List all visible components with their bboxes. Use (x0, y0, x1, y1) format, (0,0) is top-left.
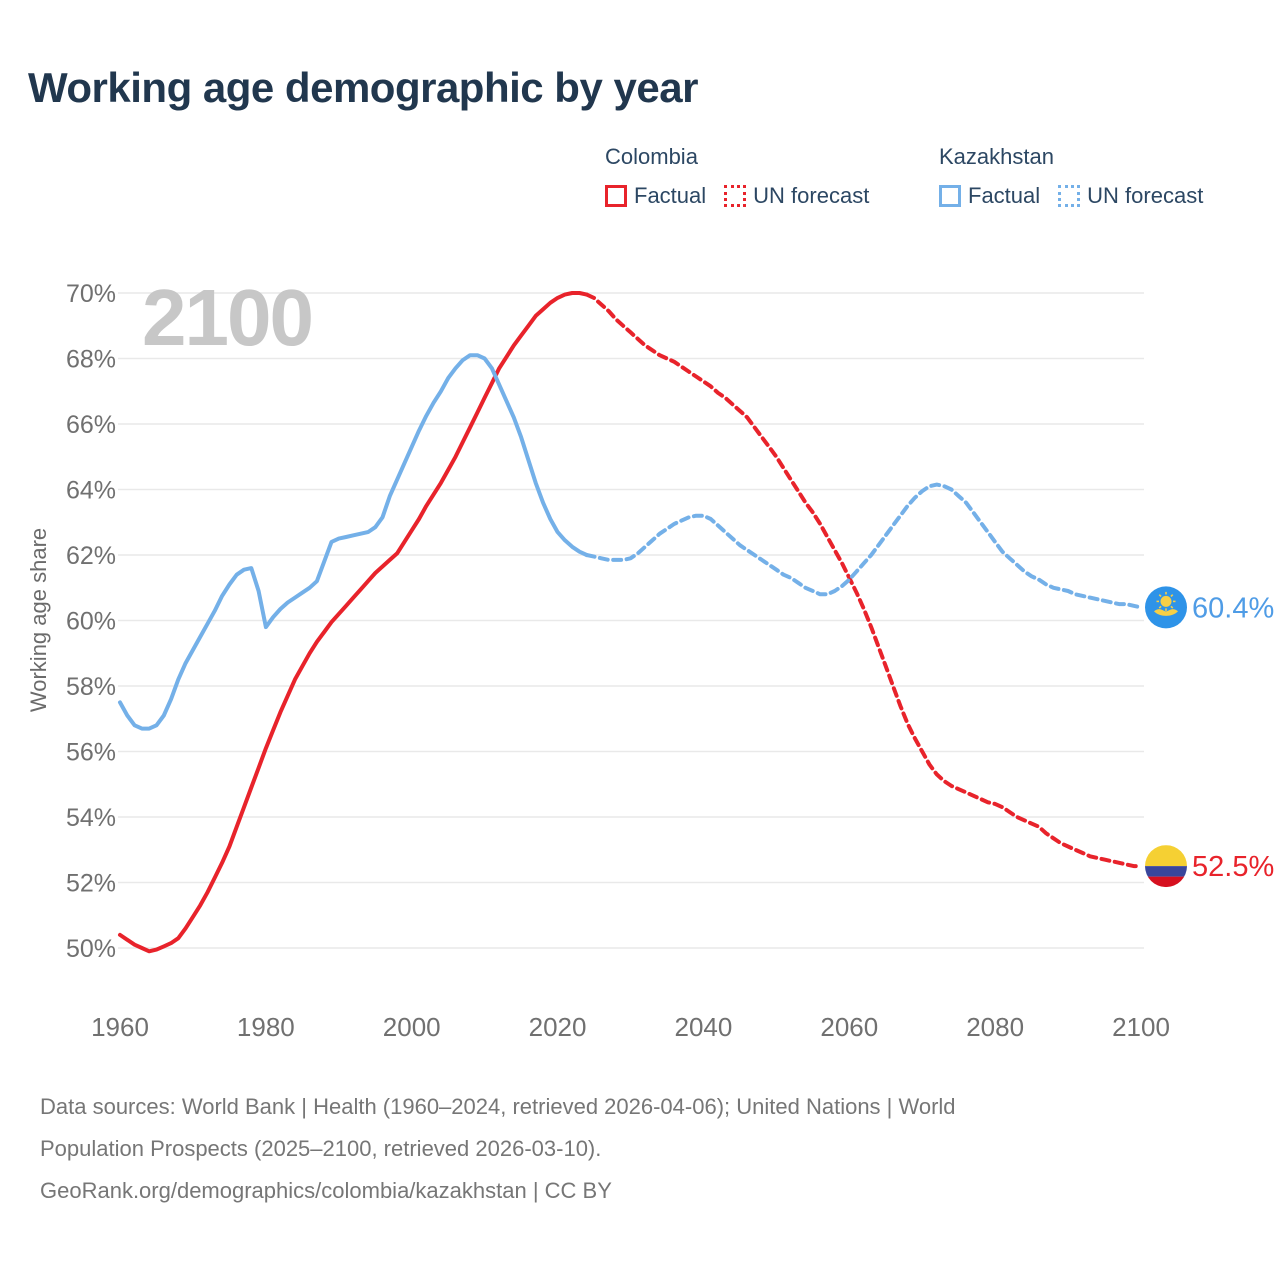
colombia-flag-part (1145, 866, 1187, 877)
legend-group-colombia (605, 144, 869, 209)
footer-line: Data sources: World Bank | Health (1960–2024, retrieved 2026-04-06); United Nations | World (40, 1094, 956, 1119)
kazakhstan-factual-swatch-icon (939, 185, 961, 207)
kazakhstan-forecast-line (587, 485, 1141, 608)
x-tick-label: 2100 (1112, 1012, 1170, 1042)
y-tick-label: 50% (65, 935, 116, 963)
x-tick-label: 1960 (91, 1012, 149, 1042)
y-tick-label: 52% (65, 869, 116, 898)
y-tick-label: 70% (65, 280, 116, 308)
legend-label: Factual (968, 183, 1041, 208)
x-tick-label: 2000 (382, 1012, 441, 1042)
x-tick-label: 2080 (966, 1012, 1025, 1042)
kazakhstan-factual-line (120, 355, 587, 728)
x-tick-label: 2020 (528, 1012, 587, 1042)
x-tick-label: 1980 (236, 1012, 295, 1042)
kazakhstan-forecast-swatch-icon (1058, 185, 1080, 207)
x-tick-label: 2040 (674, 1012, 733, 1042)
legend-label: UN forecast (1087, 183, 1204, 208)
page-title: Working age demographic by year (28, 64, 698, 111)
legend-item-kazakhstan-factual (939, 183, 1040, 209)
legend-item-colombia-forecast (724, 183, 869, 209)
legend-country-colombia: Colombia (605, 144, 698, 169)
colombia-factual-line (120, 293, 587, 951)
y-tick-label: 68% (65, 345, 116, 374)
legend-country-kazakhstan: Kazakhstan (939, 144, 1054, 169)
watermark-2100: 2100 (142, 273, 312, 362)
colombia-flag-part (1145, 845, 1187, 866)
colombia-forecast-line (587, 295, 1141, 867)
legend-item-colombia-factual (605, 183, 706, 209)
legend-label: UN forecast (753, 183, 870, 208)
y-axis-title: Working age share (26, 527, 51, 713)
kazakhstan-end-value-label: 60.4% (1192, 592, 1275, 625)
y-tick-label: 64% (65, 476, 116, 505)
data-sources-footer (40, 1086, 1200, 1212)
colombia-end-value-label: 52.5% (1192, 851, 1275, 884)
legend-label: Factual (634, 183, 707, 208)
colombia-flag-part (1145, 877, 1187, 888)
colombia-factual-swatch-icon (605, 185, 627, 207)
colombia-forecast-swatch-icon (724, 185, 746, 207)
legend-group-kazakhstan (939, 144, 1203, 209)
y-tick-label: 60% (65, 607, 116, 636)
y-tick-label: 66% (65, 411, 116, 439)
footer-line: Population Prospects (2025–2100, retrieved 2026-03-10). (40, 1136, 602, 1161)
footer-line: GeoRank.org/demographics/colombia/kazakhstan | CC BY (40, 1178, 612, 1203)
y-tick-label: 54% (65, 804, 116, 832)
kazakhstan-flag-part (1161, 596, 1172, 607)
x-tick-label: 2060 (820, 1012, 879, 1042)
kazakhstan-flag-icon (1145, 586, 1187, 628)
y-tick-label: 56% (65, 738, 116, 767)
y-tick-label: 62% (65, 542, 116, 570)
colombia-flag-icon (1145, 845, 1187, 887)
legend-item-kazakhstan-forecast (1058, 183, 1203, 209)
y-tick-label: 58% (65, 673, 116, 701)
